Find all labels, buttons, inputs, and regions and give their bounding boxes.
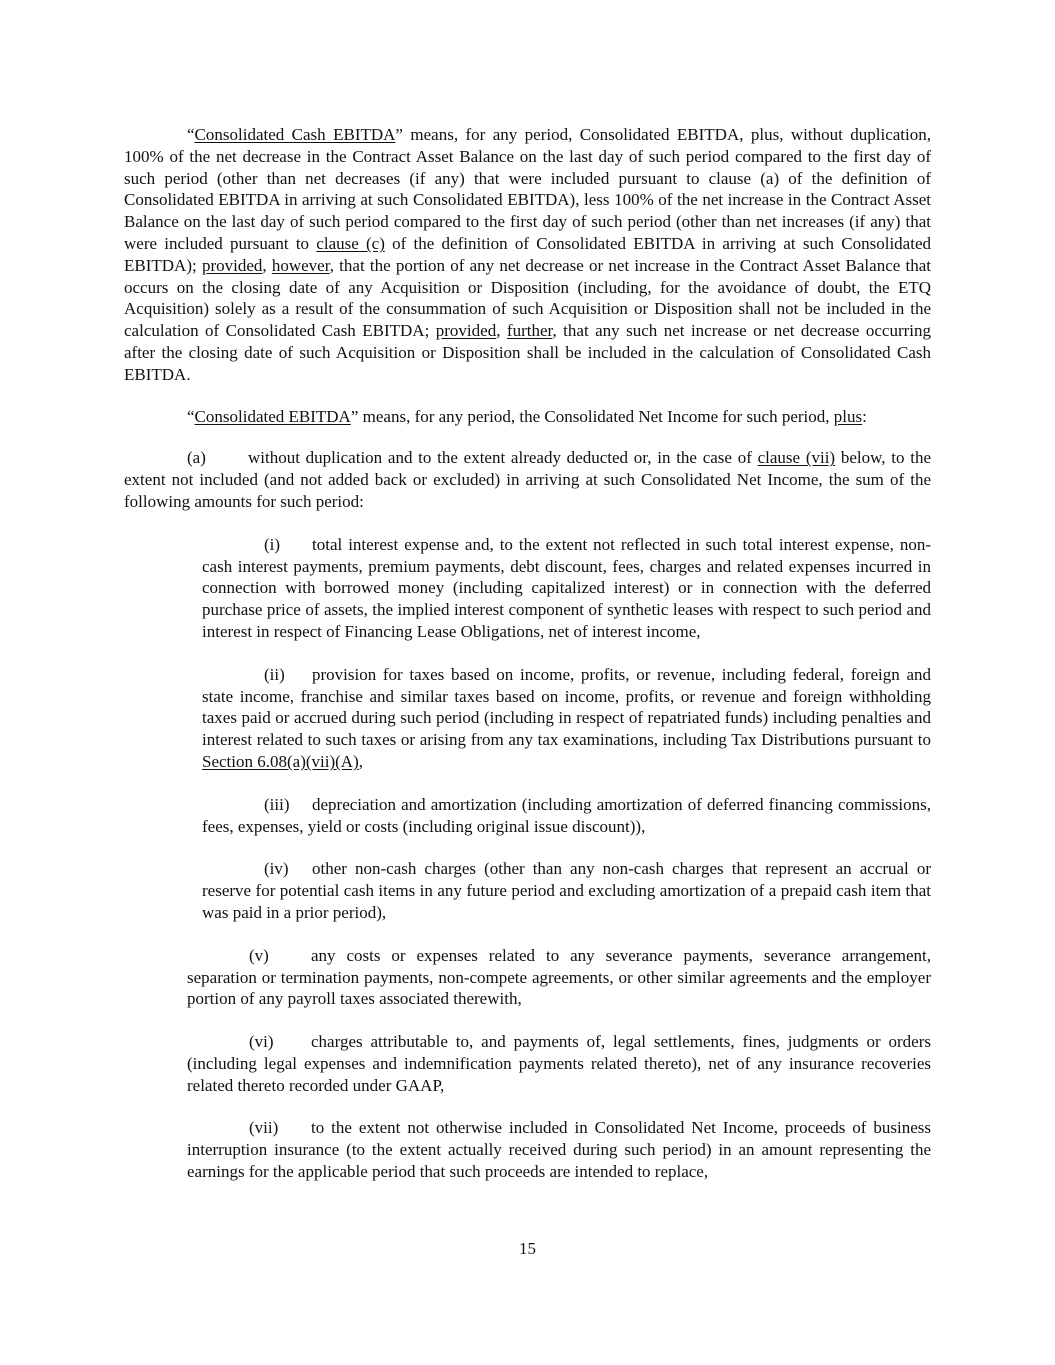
subclause-number: (vi) xyxy=(249,1032,274,1052)
subclause-iv xyxy=(202,858,931,923)
proviso-term: provided xyxy=(201,255,263,275)
separator: , xyxy=(262,255,272,275)
subclause-text: charges attributable to, and payments of, legal settlements, fines, judgments or orders (including legal expenses and indemnification payments related thereto), net of any insurance recoveries related thereto recorded under GAAP, xyxy=(187,1032,931,1095)
subclause-text: any costs or expenses related to any severance payments, severance arrangement, separation or termination payments, non-compete agreements, or other similar agreements and the employer portion of any payroll taxes associated therewith, xyxy=(187,945,931,1009)
definition-consolidated-cash-ebitda xyxy=(124,124,931,386)
document-page xyxy=(124,124,931,1204)
separator: , xyxy=(358,751,363,771)
definition-text: , that any such net increase or net decrease occurring after the closing date of such Acquisition or Disposition shall be included in the calculation of Consolidated Cash EBITDA. xyxy=(124,321,932,384)
subclause-text: other non-cash charges (other than any non-cash charges that represent an accrual or reserve for potential cash items in any future period and excluding amortization of a prepaid cash item that was paid in a prior period), xyxy=(202,859,931,922)
page-number: 15 xyxy=(519,1239,536,1258)
separator: , xyxy=(496,321,507,341)
definition-consolidated-ebitda xyxy=(124,406,931,428)
subclause-iii xyxy=(202,794,931,838)
subclause-text: total interest expense and, to the extent not reflected in such total interest expense, non-cash interest payments, premium payments, debt discount, fees, charges and related expenses incurred in connection with borrowed money (including capitalized interest) or in connection with the deferred purchase price of assets, the implied interest component of synthetic leases with respect to such period and interest in respect of Financing Lease Obligations, net of interest income, xyxy=(202,534,931,641)
subclause-number: (ii) xyxy=(264,664,285,684)
clause-reference: clause (vii) xyxy=(757,448,836,468)
section-reference: Section 6.08(a)(vii)(A) xyxy=(202,751,359,771)
definition-text: , that the portion of any net decrease or net increase in the Contract Asset Balance that occurs on the closing date of any Acquisition or Disposition (including, for the avoidance of doubt, the ETQ Acquisition) solely as a result of the consummation of such Acquisition or Disposition shall not be included in the calculation of Consolidated Cash EBITDA; xyxy=(124,255,932,341)
definition-text: of the definition of Consolidated EBITDA in arriving at such Consolidated EBITDA); xyxy=(124,233,931,275)
subclause-number: (vii) xyxy=(249,1118,279,1138)
subclause-number: (iv) xyxy=(264,859,289,879)
clause-text: below, to the extent not included (and not added back or excluded) in arriving at such Consolidated Net Income, the sum of the following amounts for such period: xyxy=(124,448,931,511)
clause-text: without duplication and to the extent already deducted or, in the case of xyxy=(248,448,758,468)
definition-text: ” means, for any period, the Consolidated Net Income for such period, xyxy=(350,406,834,426)
clause-reference: clause (c) xyxy=(316,233,385,253)
subclause-text: provision for taxes based on income, profits, or revenue, including federal, foreign and state income, franchise and similar taxes based on income, profits, or revenue and foreign withholding taxes paid or accrued during such period (including in respect of repatriated funds) including penalties and interest related to such taxes or arising from any tax examinations, including Tax Distributions pursuant to xyxy=(202,664,931,750)
subclause-text: depreciation and amortization (including amortization of deferred financing commissions, fees, expenses, yield or costs (including original issue discount)), xyxy=(202,794,931,836)
clause-label: (a) xyxy=(187,448,206,468)
subclause-i xyxy=(202,534,931,643)
clause-a xyxy=(124,447,931,512)
defined-term: Consolidated EBITDA xyxy=(194,406,351,426)
defined-term: Consolidated Cash EBITDA xyxy=(194,125,396,144)
subclause-number: (i) xyxy=(264,534,281,554)
subclause-vi xyxy=(187,1031,931,1096)
open-quote: “ xyxy=(187,406,195,426)
plus-term: plus xyxy=(833,406,863,426)
separator: : xyxy=(862,406,867,426)
open-quote: “ xyxy=(187,125,195,144)
subclause-number: (v) xyxy=(249,945,269,965)
proviso-term: provided xyxy=(435,321,497,341)
subclause-number: (iii) xyxy=(264,794,290,814)
proviso-term: further xyxy=(506,321,553,341)
definition-text: ” means, for any period, Consolidated EBITDA, plus, without duplication, 100% of the net decrease in the Contract Asset Balance on the last day of such period compared to the first day of such period (other than net decreases (if any) that were included pursuant to clause (a) of the definition of Consolidated EBITDA in arriving at such Consolidated EBITDA), less 100% of the net increase in the Contract Asset Balance on the last day of such period compared to the first day of such period (other than net increases (if any) that were included pursuant to xyxy=(124,125,931,253)
proviso-term: however xyxy=(271,255,330,275)
subclause-text: to the extent not otherwise included in Consolidated Net Income, proceeds of business interruption insurance (to the extent actually received during such period) in an amount representing the earnings for the applicable period that such proceeds are intended to replace, xyxy=(187,1118,931,1182)
subclause-v xyxy=(187,945,931,1010)
subclause-vii xyxy=(187,1117,931,1182)
subclause-ii xyxy=(202,664,931,773)
